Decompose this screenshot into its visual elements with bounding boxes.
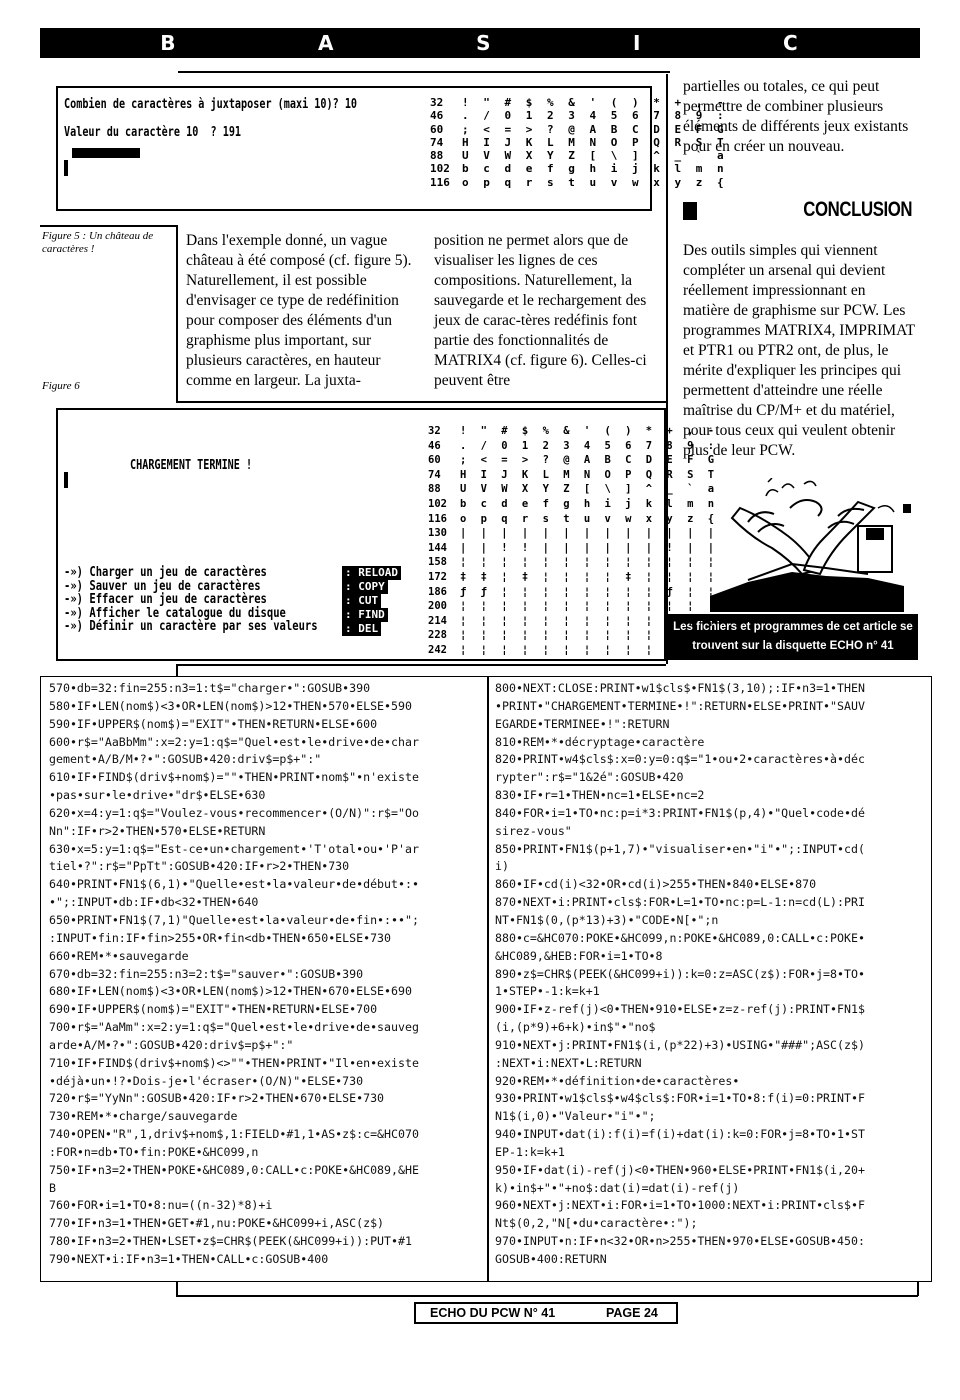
char-code: 102	[428, 497, 447, 510]
code-line: NT•FN1$(0,(p*13)+3)•"CODE•N[•";n	[495, 912, 719, 927]
caption-rule	[40, 225, 176, 227]
banner-letter: A	[318, 31, 336, 55]
frame-top-rule	[178, 71, 670, 73]
figure6-menu	[64, 566, 318, 634]
menu-item: -») Sauver un jeu de caractères	[64, 577, 261, 594]
code-line: 730•REM•*•charge/sauvegarde	[49, 1109, 238, 1124]
menu-key-label: : RELOAD	[342, 566, 401, 580]
code-line: 800•NEXT:CLOSE:PRINT•w1$cls$•FN1$(3,10);:IF•n3=1•THEN	[495, 681, 865, 695]
glyph-row: U V W X Y Z [ \ ] ^ _ ` a	[462, 149, 728, 163]
figure6-bottom-rule	[176, 664, 666, 666]
code-line: arde•A/M•?•":GOSUB•420:driv$=p$+":"	[49, 1037, 294, 1052]
code-line: 810•REM•*•décryptage•caractère	[495, 734, 705, 749]
glyph-row: ; < = > ? @ A B C D E F G	[462, 122, 728, 136]
glyph-row: ƒ ƒ ¦ ¦ ¦ ¦ ¦ ¦ ¦ ¦ ƒ ¦ ¦	[460, 585, 719, 598]
char-code: 46	[428, 439, 441, 452]
char-code: 60	[428, 454, 441, 467]
char-code: 102	[430, 162, 450, 176]
char-code: 158	[428, 556, 447, 569]
code-line: •";:INPUT•db:IF•db<32•THEN•640	[49, 895, 259, 910]
char-code: 144	[428, 541, 447, 554]
figure6-status: CHARGEMENT TERMINE !	[130, 458, 253, 473]
menu-item: -») Effacer un jeu de caractères	[64, 591, 267, 607]
menu-key-label: : CUT	[342, 594, 381, 608]
code-line: 720•r$="YyNn":GOSUB•420:IF•r>2•THEN•670•ELSE•730	[49, 1091, 385, 1106]
code-line: •déjà•un•!?•Dois-je•l'écraser•(O/N)"•ELSE•730	[49, 1073, 364, 1088]
char-code: 130	[428, 527, 447, 540]
code-line: EGARDE•TERMINEE•!":RETURN	[495, 716, 670, 731]
redefined-castle-glyphs	[72, 148, 140, 158]
listing-right-connector	[917, 1282, 919, 1296]
article-column-b: position ne permet alors que de visualiser les lignes de ces compositions. Naturellement, la sauvegarde et le rechargement des jeux de carac-tères redéfinis font partie des fonctionnalités de MATRIX4 (cf. figure 6). Celles-ci peuvent être	[434, 232, 647, 389]
char-code: 186	[428, 585, 447, 598]
code-line: 940•INPUT•dat(i):f(i)=f(i)+dat(i):k=0:FOR•j=8•TO•1•ST	[495, 1127, 865, 1142]
glyph-row: ¦ ¦ ¦ ¦ ¦ ¦ ¦ ¦ ¦ ¦ ¦ ¦ ¦	[460, 600, 719, 613]
code-line: tiel•?":r$="PpTt":GOSUB•420:IF•r>2•THEN•730	[49, 859, 350, 874]
glyph-row: | | | | | | | | | | | | |	[460, 527, 719, 540]
char-code: 116	[428, 512, 447, 525]
code-line: 590•IF•UPPER$(nom$)="EXIT"•THEN•RETURN•ELSE•600	[49, 716, 378, 731]
char-code: 88	[428, 483, 441, 496]
code-line: 670•db=32:fin=255:n3=2:t$="sauver•":GOSUB•390	[49, 966, 364, 981]
char-code: 74	[428, 468, 441, 481]
figure5-screen	[56, 86, 728, 211]
conclusion-text: Des outils simples qui viennent compléter un arsenal qui devient réellement impressionnant en matière de graphisme sur PCW. Les programmes MATRIX4, IMPRIMAT et PTR1 ou PTR2 ont, de plus, le mérite d'expliquer les principes qui permettent d'atteindre une réelle maîtrise du CP/M+ et du matériel, pour tous ceux qui veulent obtenir plus de leur PCW.	[683, 242, 915, 459]
char-code: 200	[428, 600, 447, 613]
code-line: 890•z$=CHR$(PEEK(&HC099+i)):k=0:z=ASC(z$):FOR•j=8•TO•	[495, 966, 865, 981]
glyph-row: ! " # $ % & ' ( ) * + , -	[462, 96, 728, 109]
code-line: Nn":IF•r>2•THEN•570•ELSE•RETURN	[49, 823, 266, 838]
article-column-c-top: partielles ou totales, ce qui peut permettre de combiner plusieurs éléments de différents jeux existants pour en créer un nouveau.	[683, 78, 909, 155]
figure6-menu-keys	[342, 566, 401, 636]
code-line: gement•A/B/M•?•":GOSUB•420:driv$=p$+":"	[49, 752, 322, 767]
caption-vrule	[176, 225, 178, 401]
glyph-row: ¦ ¦ ¦ ¦ ¦ ¦ ¦ ¦ ¦ ¦ ¦ ¦ ¦	[460, 556, 719, 569]
menu-key-label: : DEL	[342, 622, 381, 636]
code-line: :NEXT•i:NEXT•L:RETURN	[495, 1055, 642, 1070]
listing-divider	[487, 677, 489, 1282]
code-line: 750•IF•n3=2•THEN•POKE•&HC089,0:CALL•c:POKE•&HC089,&HE	[49, 1162, 419, 1177]
glyph-row: ‡ ‡ ¦ ‡ ¦ ¦ ¦ ¦ ‡ ¦ ¦ ¦ ¦	[460, 570, 719, 583]
caption-bottom-rule	[176, 401, 666, 403]
code-line: 780•IF•n3=2•THEN•LSET•z$=CHR$(PEEK(&HC099+i)):PUT•#1	[49, 1234, 412, 1249]
figure5-prompt-1: Combien de caractères à juxtaposer (maxi 10)? 10	[64, 97, 358, 112]
figure6-glyph-table	[460, 424, 718, 658]
code-line: 910•NEXT•j:PRINT•FN1$(i,(p*22)+3)•USING•"###";ASC(z$)	[495, 1037, 865, 1052]
code-line: 1•STEP•-1:k=k+1	[495, 984, 600, 999]
code-line: 770•IF•n3=1•THEN•GET•#1,nu:POKE•&HC099+i,ASC(z$)	[49, 1216, 385, 1231]
code-line: N1$(i,0)•"Valeur•"i"•";	[495, 1109, 656, 1124]
page-footer	[414, 1302, 678, 1324]
end-mark	[903, 504, 911, 513]
glyph-row: o p q r s t u v w x y z {	[462, 175, 728, 189]
code-line: EP-1:k=k+1	[495, 1144, 565, 1159]
code-line: 570•db=32:fin=255:n3=1:t$="charger•":GOSUB•390	[49, 681, 371, 695]
listing-right-column	[495, 680, 865, 1269]
menu-item: -») Afficher le catalogue du disque	[64, 604, 286, 621]
code-line: 950•IF•dat(i)-ref(j)<0•THEN•960•ELSE•PRINT•FN1$(i,20+	[495, 1162, 865, 1177]
code-line: •PRINT•"CHARGEMENT•TERMINE•!":RETURN•ELSE•PRINT•"SAUV	[495, 698, 865, 713]
glyph-row: | | ! ! | | | | | | ! | |	[460, 541, 719, 554]
menu-key-label: : COPY	[342, 580, 388, 594]
code-line: 650•PRINT•FN1$(7,1)"Quelle•est•la•valeur•de•fin•:••";	[49, 912, 419, 927]
code-line: 760•FOR•i=1•TO•8:nu=((n-32)*8)+i	[49, 1198, 273, 1213]
char-code: 60	[430, 122, 444, 136]
listing-bottom-rule	[176, 1295, 918, 1297]
code-line: sirez-vous"	[495, 823, 572, 838]
menu-item: -») Définir un caractère par ses valeurs	[64, 618, 318, 634]
glyph-row: ! " # $ % & ' ( ) * + , -	[460, 425, 719, 437]
figure5-prompt-2: Valeur du caractère 10 ? 191	[64, 125, 242, 140]
code-line: 710•IF•FIND$(driv$+nom$)<>""•THEN•PRINT•"Il•en•existe	[49, 1055, 419, 1070]
menu-key-label: : FIND	[342, 608, 388, 622]
figure6-caption: Figure 6	[42, 380, 80, 392]
char-code: 46	[430, 109, 444, 123]
figure5-code-column	[430, 96, 450, 189]
code-line: 610•IF•FIND$(driv$+nom$)=""•THEN•PRINT•nom$"•n'existe	[49, 770, 419, 785]
glyph-row: ¦ ¦ ¦ ¦ ¦ ¦ ¦ ¦ ¦ ¦ ¦ ¦ ¦	[460, 629, 719, 642]
code-line: 600•r$="AaBbMm":x=2:y=1:q$="Quel•est•le•drive•de•char	[49, 734, 419, 749]
code-line: rypter":r$="1&2é":GOSUB•420	[495, 770, 684, 785]
code-line: 880•c=&HC070:POKE•&HC099,n:POKE•&HC089,0:CALL•c:POKE•	[495, 930, 865, 945]
char-code: 88	[430, 149, 444, 163]
char-code: 172	[428, 570, 447, 583]
banner-letter: S	[476, 31, 493, 55]
char-code: 74	[430, 135, 444, 149]
code-line: 960•NEXT•j:NEXT•i:FOR•i=1•TO•1000:NEXT•i:PRINT•cls$•F	[495, 1198, 865, 1213]
code-line: i)	[495, 859, 509, 874]
glyph-row: o p q r s t u v w x y z {	[460, 512, 719, 525]
code-line: B	[49, 1180, 56, 1195]
figure5-caption: Figure 5 : Un château de caractères !	[42, 230, 154, 255]
figure6-code-column	[428, 424, 447, 658]
text-cursor	[64, 160, 68, 176]
disk-note-line-1: Les fichiers et programmes de cet article se	[673, 621, 913, 633]
code-line: 860•IF•cd(i)<32•OR•cd(i)>255•THEN•840•ELSE•870	[495, 877, 817, 892]
code-line: Nt$(0,2,"N[•du•caractère•:");	[495, 1216, 698, 1231]
code-line: 580•IF•LEN(nom$)<3•OR•LEN(nom$)>12•THEN•570•ELSE•590	[49, 698, 412, 713]
char-code: 242	[428, 643, 447, 656]
glyph-row: U V W X Y Z [ \ ] ^ _ ` a	[460, 483, 719, 496]
disk-note-line-2: trouvent sur la disquette ECHO n° 41	[692, 640, 894, 652]
hands-holding-disk-illustration	[708, 478, 908, 612]
code-line: 660•REM•*•sauvegarde	[49, 948, 189, 963]
code-line: 830•IF•r=1•THEN•nc=1•ELSE•nc=2	[495, 788, 705, 803]
code-line: 900•IF•z-ref(j)<0•THEN•910•ELSE•z=z-ref(j):PRINT•FN1$	[495, 1002, 865, 1017]
code-line: :FOR•n=db•TO•fin:POKE•&HC099,n	[49, 1144, 259, 1159]
conclusion-bullet	[683, 202, 697, 220]
figure6-screen	[56, 408, 719, 661]
glyph-row: b c d e f g h i j k l m n	[460, 497, 719, 510]
code-line: 790•NEXT•i:IF•n3=1•THEN•CALL•c:GOSUB•400	[49, 1252, 329, 1266]
code-line: 620•x=4:y=1:q$="Voulez-vous•recommencer•(O/N)":r$="Oo	[49, 805, 419, 820]
listing-left-column	[49, 680, 419, 1269]
char-code: 32	[430, 96, 444, 109]
magazine-issue: ECHO DU PCW N° 41	[430, 1306, 556, 1320]
code-line: 690•IF•UPPER$(nom$)="EXIT"•THEN•RETURN•ELSE•700	[49, 1002, 378, 1017]
banner-letter: C	[782, 31, 800, 55]
glyph-row: b c d e f g h i j k l m n	[462, 162, 728, 176]
text-cursor	[64, 472, 68, 488]
listing-bottom-connector	[176, 1282, 178, 1296]
code-line: 920•REM•*•définition•de•caractères•	[495, 1073, 740, 1088]
code-line: 850•PRINT•FN1$(p+1,7)•"visualiser•en•"i"•";:INPUT•cd(	[495, 841, 865, 856]
glyph-row: . / 0 1 2 3 4 5 6 7 8 9 :	[462, 109, 728, 123]
code-line: 630•x=5:y=1:q$="Est-ce•un•chargement•'T'otal•ou•'P'ar	[49, 841, 419, 856]
code-line: 820•PRINT•w4$cls$:x=0:y=0:q$="1•ou•2•caractères•à•déc	[495, 752, 865, 767]
code-line: :INPUT•fin:IF•fin>255•OR•fin<db•THEN•650•ELSE•730	[49, 930, 392, 945]
article-column-a: Dans l'exemple donné, un vague château à été composé (cf. figure 5). Naturellement, il est possible d'envisager ce type de redéfinition pour composer des éléments d'un graphisme plus important, sur plusieurs caractères, en hauteur comme en largeur. La juxta-	[186, 232, 412, 389]
code-line: 740•OPEN•"R",1,driv$+nom$,1:FIELD•#1,1•AS•z$:c=&HC070	[49, 1127, 419, 1142]
char-code: 116	[430, 175, 450, 189]
code-line: •pas•sur•le•drive•"dr$•ELSE•630	[49, 788, 266, 803]
glyph-row: ¦ ¦ ¦ ¦ ¦ ¦ ¦ ¦ ¦ ¦ ¦ ¦ ¦	[460, 643, 719, 656]
code-line: 840•FOR•i=1•TO•nc:p=i*3:PRINT•FN1$(p,4)•"Quel•code•dé	[495, 805, 865, 820]
glyph-row: ¦ ¦ ¦ ¦ ¦ ¦ ¦ ¦ ¦ ¦ ¦ ¦ ¦	[460, 614, 719, 627]
banner-letter: I	[633, 31, 643, 55]
page-number: PAGE 24	[606, 1306, 658, 1320]
banner-letter: B	[160, 31, 178, 55]
code-line: &HC089,&HEB:FOR•i=1•TO•8	[495, 948, 663, 963]
conclusion-heading: CONCLUSION	[803, 198, 912, 221]
char-code: 228	[428, 629, 447, 642]
banner-letters	[40, 28, 920, 58]
glyph-row: H I J K L M N O P Q R S T	[460, 468, 719, 481]
section-banner	[40, 28, 920, 58]
code-line: 640•PRINT•FN1$(6,1)•"Quelle•est•la•valeur•de•début•:•	[49, 877, 419, 892]
menu-item: -») Charger un jeu de caractères	[64, 564, 267, 580]
glyph-row: H I J K L M N O P Q R S T	[462, 135, 728, 149]
code-line: (i,(p*9)+6+k)•in$"•"no$	[495, 1020, 656, 1035]
code-line: 970•INPUT•n:IF•n<32•OR•n>255•THEN•970•ELSE•GOSUB•450:	[495, 1234, 865, 1249]
char-code: 32	[428, 425, 441, 437]
code-line: 870•NEXT•i:PRINT•cls$:FOR•L=1•TO•nc:p=L-1:n=cd(L):PRI	[495, 895, 865, 910]
glyph-row: . / 0 1 2 3 4 5 6 7 8 9 :	[460, 439, 719, 452]
basic-listing	[40, 676, 932, 1282]
glyph-row: ; < = > ? @ A B C D E F G	[460, 454, 719, 467]
char-code: 214	[428, 614, 447, 627]
code-line: 700•r$="AaMm":x=2:y=1:q$="Quel•est•le•drive•de•sauveg	[49, 1020, 419, 1035]
code-line: k)•in$+"•"+no$:dat(i)=dat(i)-ref(j)	[495, 1180, 740, 1195]
code-line: GOSUB•400:RETURN	[495, 1252, 607, 1266]
code-line: 930•PRINT•w1$cls$•w4$cls$:FOR•i=1•TO•8:f(i)=0:PRINT•F	[495, 1091, 865, 1106]
code-line: 680•IF•LEN(nom$)<3•OR•LEN(nom$)>12•THEN•670•ELSE•690	[49, 984, 412, 999]
